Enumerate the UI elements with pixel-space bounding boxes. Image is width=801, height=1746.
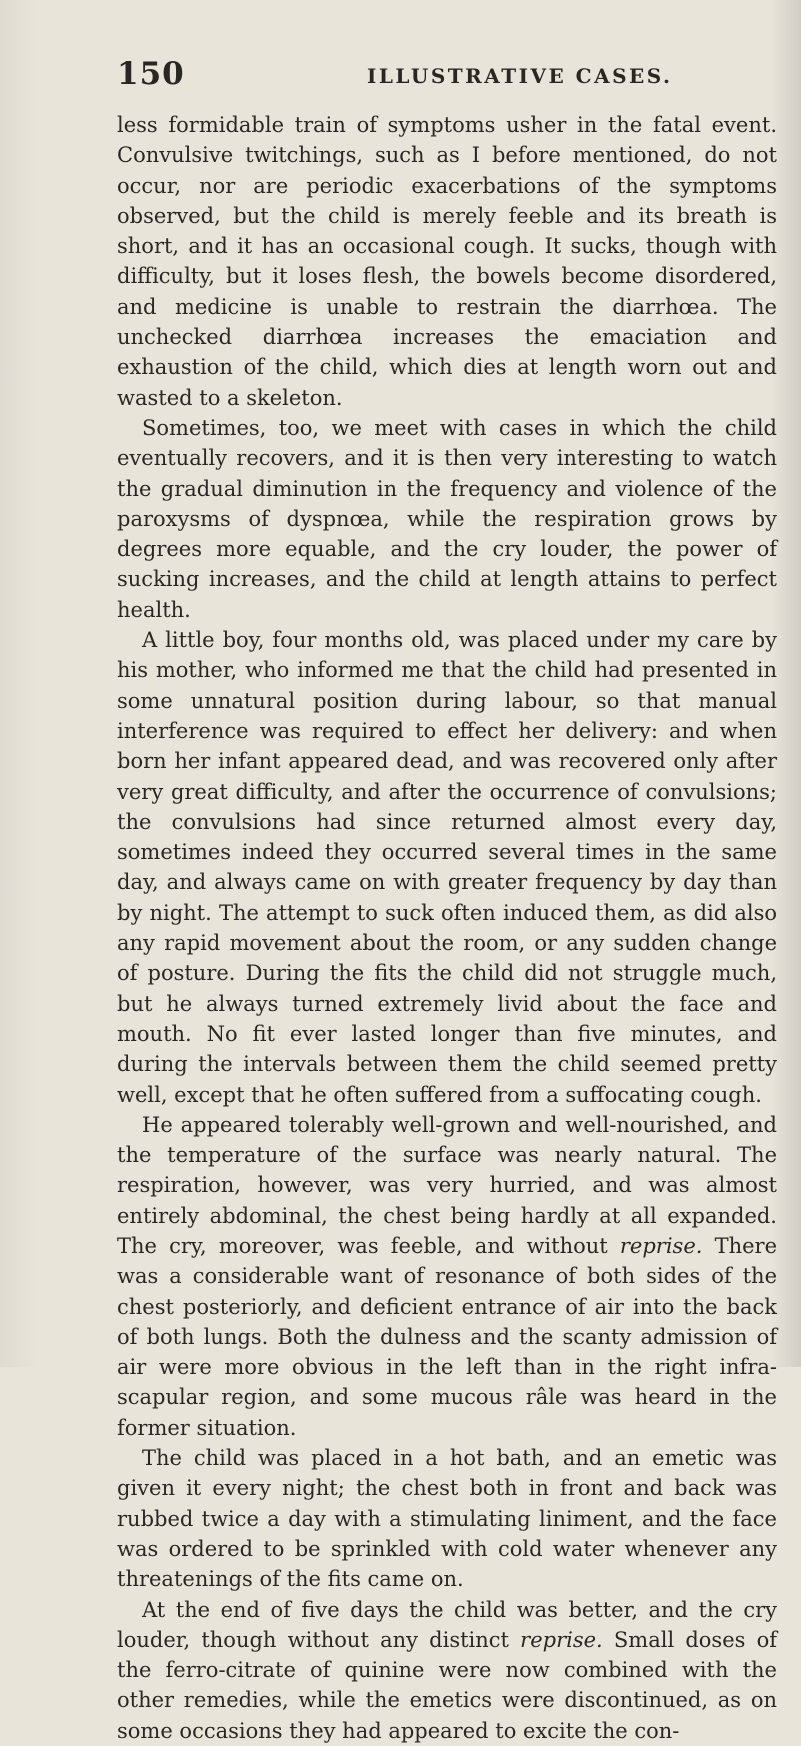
- paragraph-4: [117, 1110, 777, 1443]
- paragraph-6-text-after: Small doses of the ferro-citrate of quinine were now combined with the other remedies, while the emetics were discontinued, as on some occasions they had appeared to excite the con-: [117, 1627, 778, 1743]
- paragraph-5-text: The child was placed in a hot bath, and an emetic was given it every night; the chest both in front and back was rubbed twice a day with a stimulating liniment, and the face was ordered to be sprinkled with cold water whenever any threatenings of the fits came on.: [117, 1446, 777, 1592]
- paragraph-6: [117, 1595, 777, 1746]
- paragraph-2: [117, 413, 777, 625]
- page-number: 150: [117, 56, 185, 92]
- page-header: [117, 56, 777, 96]
- body-text: [117, 110, 777, 1746]
- running-head: ILLUSTRATIVE CASES.: [367, 64, 673, 88]
- paragraph-1-text: less formidable train of symptoms usher in the fatal event. Convulsive twitchings, such as I before mentioned, do not occur, nor are periodic exacerbations of the symptoms observed, but the child is merely feeble and its breath is short, and it has an occasional cough. It sucks, though with difficulty, but it loses flesh, the bowels become disordered, and medicine is unable to restrain the diarrhœa. The unchecked diarrhœa increases the emaciation and exhaustion of the child, which dies at length worn out and wasted to a skeleton.: [117, 113, 777, 410]
- paragraph-2-text: Sometimes, too, we meet with cases in which the child eventually recovers, and it is then very interesting to watch the gradual diminution in the frequency and violence of the paroxysms of dyspnœa, while the respiration grows by degrees more equable, and the cry louder, the power of sucking increases, and the child at length attains to perfect health.: [117, 415, 777, 622]
- paragraph-5: [117, 1443, 777, 1594]
- paragraph-1: [117, 110, 777, 413]
- paragraph-3: [117, 625, 777, 1110]
- paragraph-4-text-before: He appeared tolerably well-grown and well-nourished, and the temperature of the surface was nearly natural. The respiration, however, was very hurried, and was almost entirely abdominal, the chest being hardly at all expanded. The cry, moreover, was feeble, and without: [117, 1112, 777, 1258]
- paragraph-4-italic: reprise.: [619, 1233, 703, 1258]
- paragraph-6-text-before: At the end of five days the child was better, and the cry louder, though without any distinct: [117, 1597, 777, 1652]
- paragraph-6-italic: reprise.: [520, 1627, 603, 1652]
- paragraph-3-text: A little boy, four months old, was placed under my care by his mother, who informed me that the child had presented in some unnatural position during labour, so that manual interference was required to effect her delivery: and when born her infant appeared dead, and was recovered only after very great difficulty, and after the occurrence of convulsions; the convulsions had since returned almost every day, sometimes indeed they occurred several times in the same day, and always came on with greater frequency by day than by night. The attempt to suck often induced them, as did also any rapid movement about the room, or any sudden change of posture. During the fits the child did not struggle much, but he always turned extremely livid about the face and mouth. No fit ever lasted longer than five minutes, and during the intervals between them the child seemed pretty well, except that he often suffered from a suffocating cough.: [117, 628, 777, 1107]
- paragraph-4-text-after: There was a considerable want of resonance of both sides of the chest posteriorly, and deficient entrance of air into the back of both lungs. Both the dulness and the scanty admission of air were more obvious in the left than in the right infra-scapular region, and some mucous râle was heard in the former situation.: [117, 1233, 778, 1440]
